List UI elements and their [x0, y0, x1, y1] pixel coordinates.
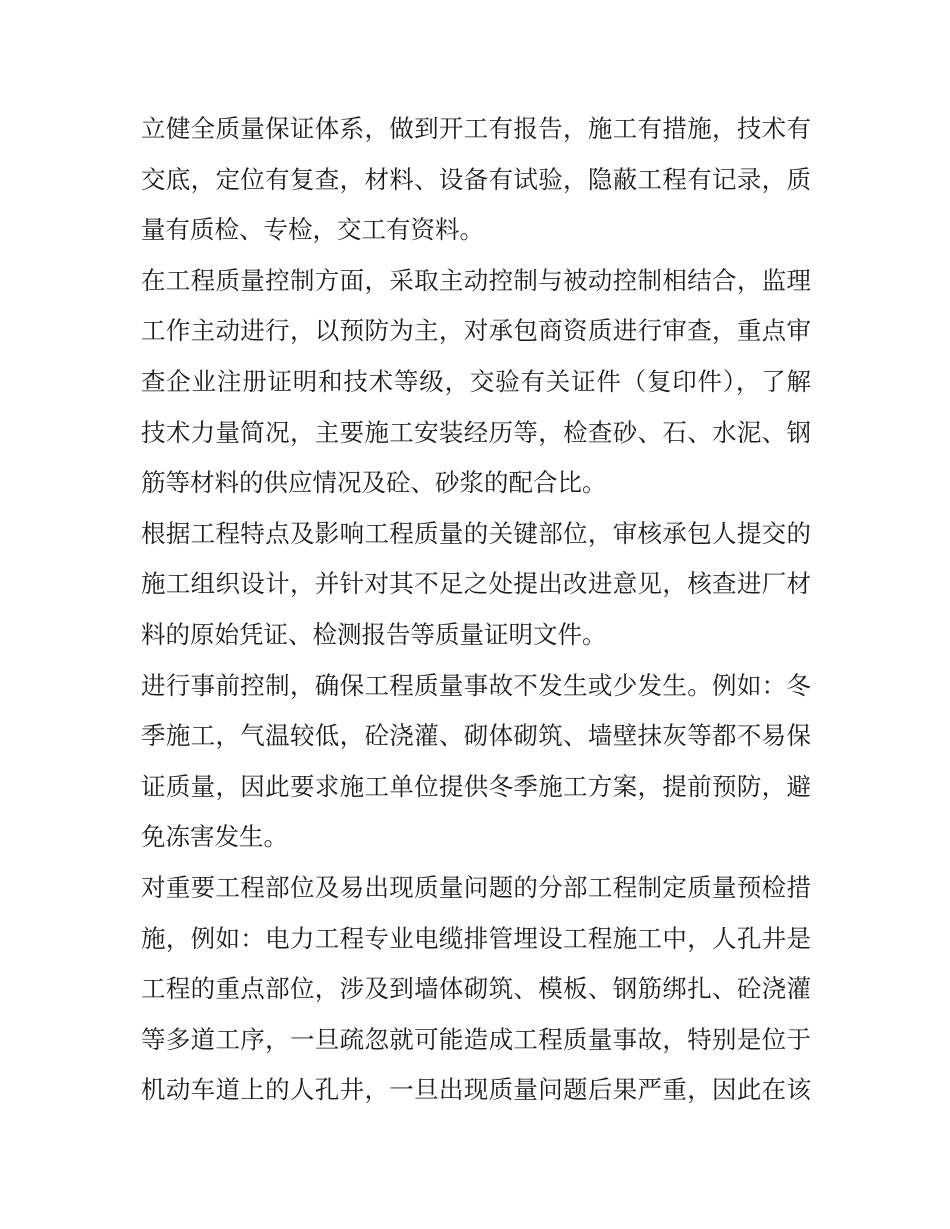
text-line: 施工组织设计，并针对其不足之处提出改进意见，核查进厂材: [141, 569, 811, 599]
paragraph-prior-control: [141, 661, 811, 863]
text-line: 查企业注册证明和技术等级，交验有关证件（复印件），了解: [141, 366, 811, 396]
text-line: 等多道工序，一旦疏忽就可能造成工程质量事故，特别是位于: [141, 1024, 811, 1054]
text-line: 工程的重点部位，涉及到墙体砌筑、模板、钢筋绑扎、砼浇灌: [141, 974, 811, 1004]
paragraph-quality-system: [141, 104, 811, 256]
text-line: 对重要工程部位及易出现质量问题的分部工程制定质量预检措: [141, 872, 811, 902]
paragraph-precheck-measures: [141, 863, 811, 1116]
text-line: 根据工程特点及影响工程质量的关键部位，审核承包人提交的: [141, 518, 811, 548]
document-body: [141, 104, 811, 1116]
text-line: 量有质检、专检，交工有资料。: [141, 215, 484, 245]
text-line: 工作主动进行，以预防为主，对承包商资质进行审查，重点审: [141, 316, 811, 346]
text-line: 免冻害发生。: [141, 822, 288, 852]
text-line: 进行事前控制，确保工程质量事故不发生或少发生。例如：冬: [141, 670, 811, 700]
paragraph-quality-control: [141, 256, 811, 509]
paragraph-key-parts: [141, 509, 811, 661]
text-line: 在工程质量控制方面，采取主动控制与被动控制相结合，监理: [141, 265, 811, 295]
text-line: 证质量，因此要求施工单位提供冬季施工方案，提前预防，避: [141, 771, 811, 801]
text-line: 机动车道上的人孔井，一旦出现质量问题后果严重，因此在该: [141, 1075, 811, 1105]
text-line: 技术力量简况，主要施工安装经历等，检查砂、石、水泥、钢: [141, 417, 811, 447]
text-line: 立健全质量保证体系，做到开工有报告，施工有措施，技术有: [141, 114, 811, 143]
text-line: 季施工，气温较低，砼浇灌、砌体砌筑、墙壁抹灰等都不易保: [141, 721, 811, 751]
text-line: 筋等材料的供应情况及砼、砂浆的配合比。: [141, 468, 607, 498]
text-line: 施，例如：电力工程专业电缆排管埋设工程施工中，人孔井是: [141, 923, 811, 953]
text-line: 交底，定位有复查，材料、设备有试验，隐蔽工程有记录，质: [141, 164, 811, 194]
text-line: 料的原始凭证、检测报告等质量证明文件。: [141, 619, 607, 649]
